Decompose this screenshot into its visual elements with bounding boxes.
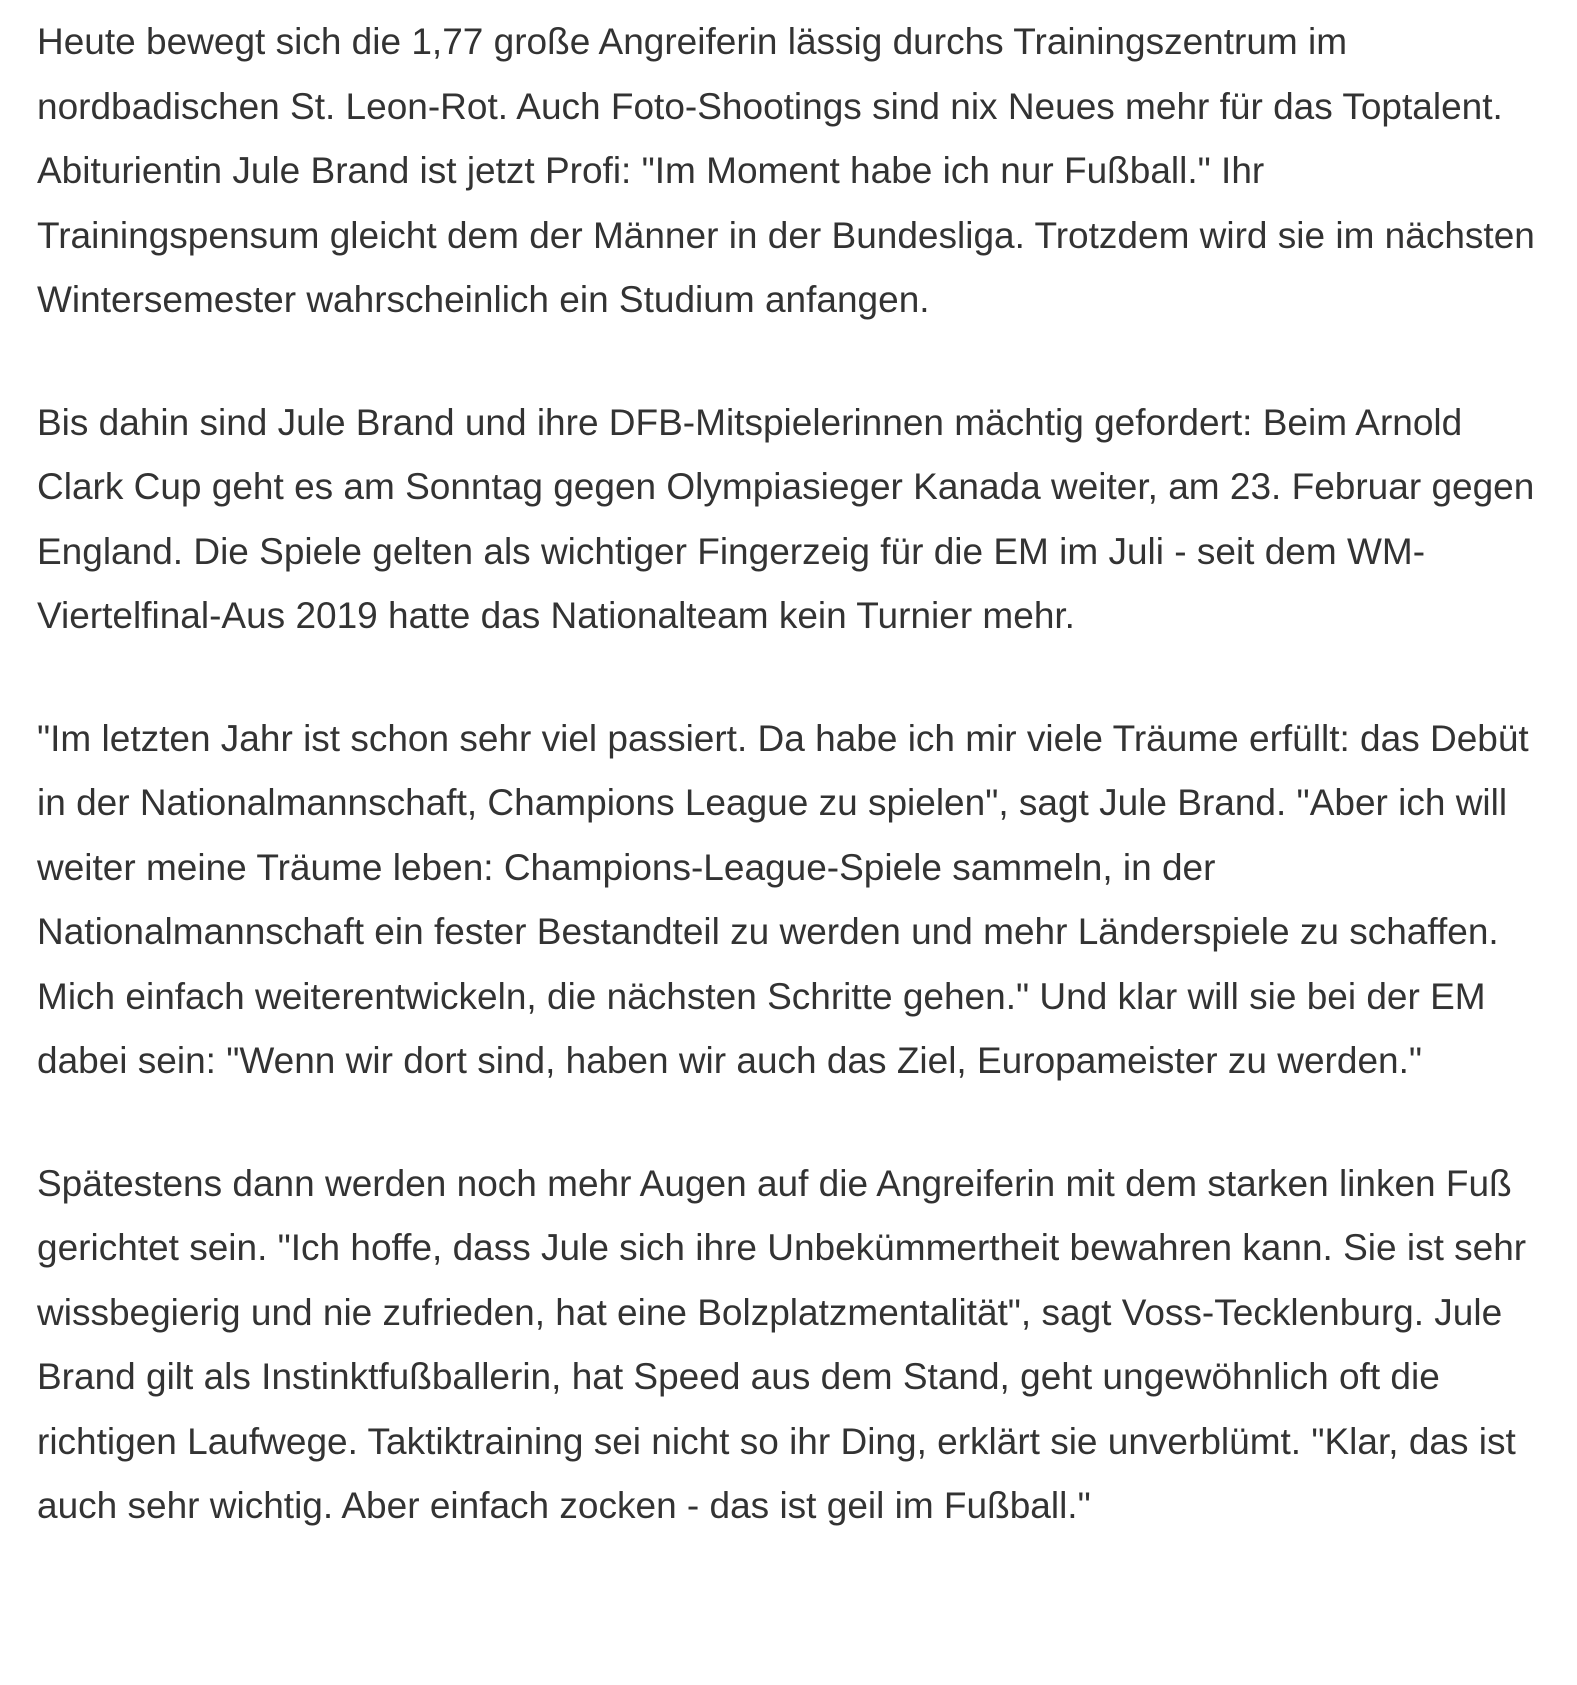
- article-paragraph-2: Bis dahin sind Jule Brand und ihre DFB-Mitspielerinnen mächtig gefordert: Beim Arnold Clark Cup geht es am Sonntag gegen Olympiasieger Kanada weiter, am 23. Februar gegen England. Die Spiele gelten als wichtiger Fingerzeig für die EM im Juli - seit dem WM-Viertelfinal-Aus 2019 hatte das Nationalteam kein Turnier mehr.: [37, 401, 1535, 636]
- article-paragraph-3: "Im letzten Jahr ist schon sehr viel passiert. Da habe ich mir viele Träume erfüllt: das Debüt in der Nationalmannschaft, Champions League zu spielen", sagt Jule Brand. "Aber ich will weiter meine Träume leben: Champions-League-Spiele sammeln, in der Nationalmannschaft ein fester Bestandteil zu werden und mehr Länderspiele zu schaffen. Mich einfach weiterentwickeln, die nächsten Schritte gehen." Und klar will sie bei der EM dabei sein: "Wenn wir dort sind, haben wir auch das Ziel, Europameister zu werden.": [37, 717, 1529, 1081]
- article-paragraph-1: Heute bewegt sich die 1,77 große Angreiferin lässig durchs Trainingszentrum im nordbadischen St. Leon-Rot. Auch Foto-Shootings sind nix Neues mehr für das Toptalent. Abiturientin Jule Brand ist jetzt Profi: "Im Moment habe ich nur Fußball." Ihr Trainingspensum gleicht dem der Männer in der Bundesliga. Trotzdem wird sie im nächsten Wintersemester wahrscheinlich ein Studium anfangen.: [37, 21, 1535, 320]
- article-paragraph-4: Spätestens dann werden noch mehr Augen auf die Angreiferin mit dem starken linken Fuß gerichtet sein. "Ich hoffe, dass Jule sich ihre Unbekümmertheit bewahren kann. Sie ist sehr wissbegierig und nie zufrieden, hat eine Bolzplatzmentalität", sagt Voss-Tecklenburg. Jule Brand gilt als Instinktfußballerin, hat Speed aus dem Stand, geht ungewöhnlich oft die richtigen Laufwege. Taktiktraining sei nicht so ihr Ding, erklärt sie unverblümt. "Klar, das ist auch sehr wichtig. Aber einfach zocken - das ist geil im Fußball.": [37, 1162, 1527, 1526]
